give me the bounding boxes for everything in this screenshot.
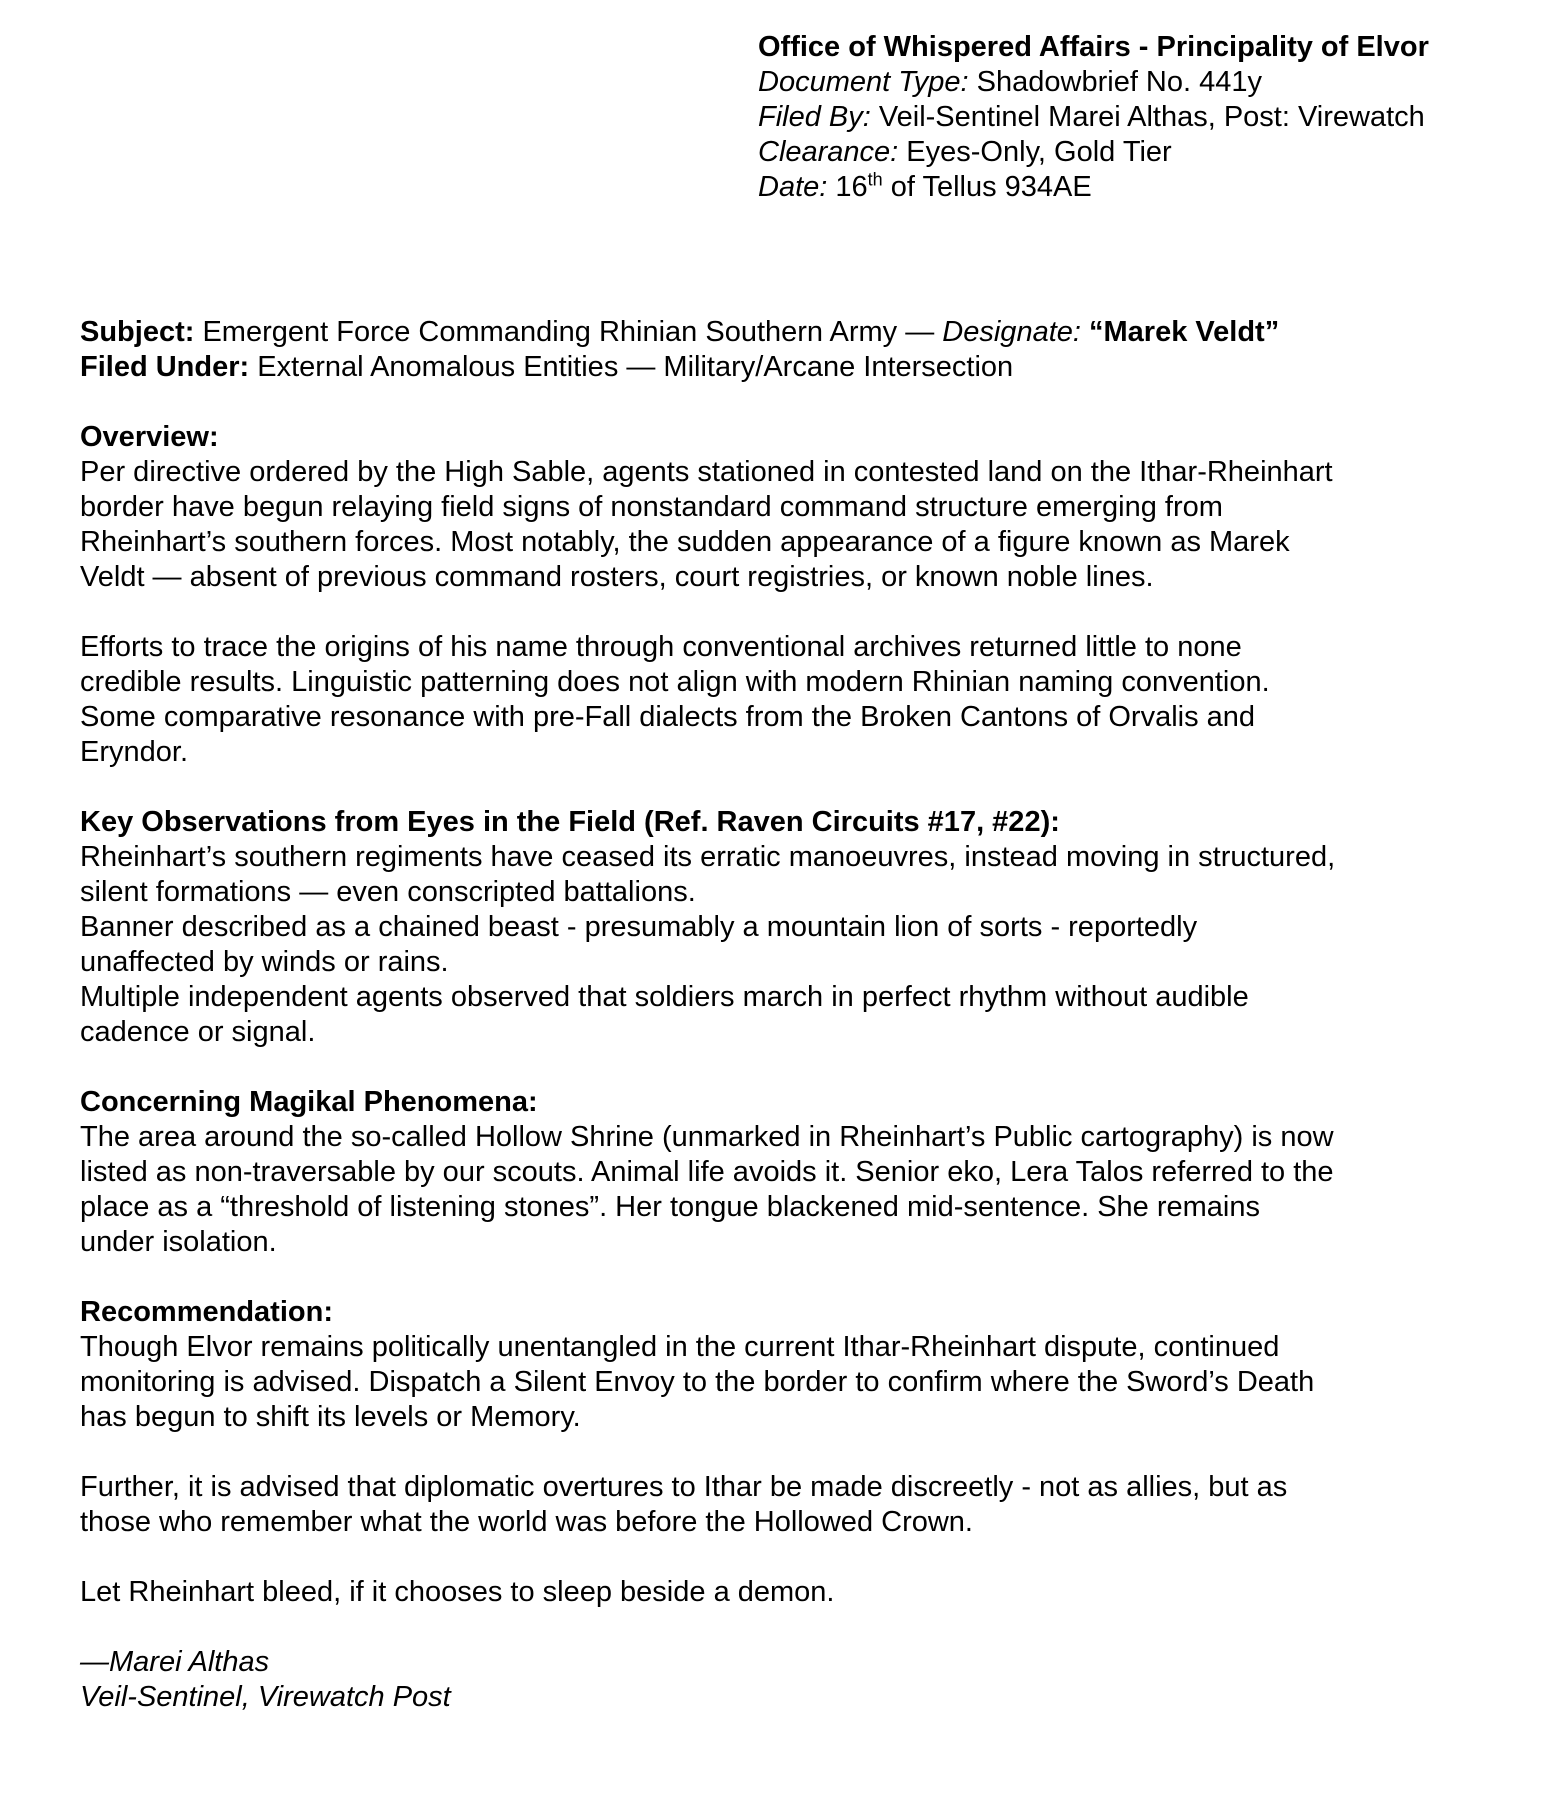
- overview-paragraph-1: [80, 455, 1520, 595]
- date-suffix: th: [867, 169, 883, 190]
- observation-line: Multiple independent agents observed that soldiers march in perfect rhythm without audible: [80, 981, 1249, 1013]
- filed-under-value: External Anomalous Entities — Military/Arcane Intersection: [249, 351, 1014, 383]
- date-day: 16: [827, 171, 868, 203]
- date-rest: of Tellus 934AE: [882, 171, 1092, 203]
- overview-p1-line: Veldt — absent of previous command rosters, court registries, or known noble lines.: [80, 561, 1154, 593]
- magikal-line: The area around the so-called Hollow Shrine (unmarked in Rheinhart’s Public cartography) is now: [80, 1121, 1334, 1153]
- clearance-label: Clearance:: [758, 136, 899, 168]
- recommendation-paragraph-2: [80, 1470, 1520, 1540]
- magikal-line: listed as non-traversable by our scouts. Animal life avoids it. Senior eko, Lera Talos referred to the: [80, 1156, 1334, 1188]
- overview-p1-line: Per directive ordered by the High Sable, agents stationed in contested land on the Ithar-Rheinhart: [80, 456, 1333, 488]
- subject-label: Subject:: [80, 316, 195, 348]
- subject-line: [80, 315, 1520, 350]
- recommendation-heading: Recommendation:: [80, 1296, 333, 1328]
- doc-type-value: Shadowbrief No. 441y: [968, 66, 1263, 98]
- filed-by-label: Filed By:: [758, 101, 871, 133]
- signature-name: —Marei Althas: [80, 1646, 270, 1678]
- document-header: [758, 30, 1538, 205]
- doc-type-label: Document Type:: [758, 66, 969, 98]
- observation-line: Banner described as a chained beast - presumably a mountain lion of sorts - reportedly: [80, 911, 1198, 943]
- recommendation-p1-line: monitoring is advised. Dispatch a Silent Envoy to the border to confirm where the Sword’s Death: [80, 1366, 1315, 1398]
- header-date: [758, 170, 1538, 205]
- magikal-line: place as a “threshold of listening stones”. Her tongue blackened mid-sentence. She remains: [80, 1191, 1260, 1223]
- overview-p1-line: Rheinhart’s southern forces. Most notably, the sudden appearance of a figure known as Marek: [80, 526, 1290, 558]
- magikal-heading: Concerning Magikal Phenomena:: [80, 1086, 538, 1118]
- overview-p1-line: border have begun relaying field signs of nonstandard command structure emerging from: [80, 491, 1223, 523]
- overview-p2-line: credible results. Linguistic patterning does not align with modern Rhinian naming convention.: [80, 666, 1270, 698]
- recommendation-p1-line: has begun to shift its levels or Memory.: [80, 1401, 581, 1433]
- header-doc-type: [758, 65, 1538, 100]
- magikal-paragraph: [80, 1120, 1520, 1260]
- date-label: Date:: [758, 171, 828, 203]
- designate-value: “Marek Veldt”: [1080, 316, 1280, 348]
- clearance-value: Eyes-Only, Gold Tier: [898, 136, 1172, 168]
- filed-under-line: [80, 350, 1520, 385]
- document-body: [80, 315, 1520, 1715]
- overview-paragraph-2: [80, 630, 1520, 770]
- subject-text: Emergent Force Commanding Rhinian Southern Army —: [194, 316, 943, 348]
- signature-title: Veil-Sentinel, Virewatch Post: [80, 1681, 451, 1713]
- filed-under-label: Filed Under:: [80, 351, 250, 383]
- magikal-line: under isolation.: [80, 1226, 277, 1258]
- header-filed-by: [758, 100, 1538, 135]
- recommendation-paragraph-3: Let Rheinhart bleed, if it chooses to sleep beside a demon.: [80, 1576, 835, 1608]
- observation-line: Rheinhart’s southern regiments have ceased its erratic manoeuvres, instead moving in structured,: [80, 841, 1336, 873]
- observations-list: [80, 840, 1520, 1050]
- header-clearance: [758, 135, 1538, 170]
- recommendation-p2-line: those who remember what the world was before the Hollowed Crown.: [80, 1506, 973, 1538]
- designate-label: Designate:: [942, 316, 1081, 348]
- observations-heading: Key Observations from Eyes in the Field (Ref. Raven Circuits #17, #22):: [80, 806, 1060, 838]
- recommendation-paragraph-1: [80, 1330, 1520, 1435]
- overview-p2-line: Eryndor.: [80, 736, 188, 768]
- overview-p2-line: Efforts to trace the origins of his name through conventional archives returned little to none: [80, 631, 1242, 663]
- overview-heading: Overview:: [80, 421, 219, 453]
- header-title: Office of Whispered Affairs - Principality of Elvor: [758, 31, 1429, 63]
- observation-line: unaffected by winds or rains.: [80, 946, 449, 978]
- recommendation-p1-line: Though Elvor remains politically unentangled in the current Ithar-Rheinhart dispute, continued: [80, 1331, 1280, 1363]
- observation-line: silent formations — even conscripted battalions.: [80, 876, 696, 908]
- observation-line: cadence or signal.: [80, 1016, 316, 1048]
- recommendation-p2-line: Further, it is advised that diplomatic overtures to Ithar be made discreetly - not as allies, but as: [80, 1471, 1288, 1503]
- filed-by-value: Veil-Sentinel Marei Althas, Post: Virewatch: [870, 101, 1425, 133]
- overview-p2-line: Some comparative resonance with pre-Fall dialects from the Broken Cantons of Orvalis and: [80, 701, 1256, 733]
